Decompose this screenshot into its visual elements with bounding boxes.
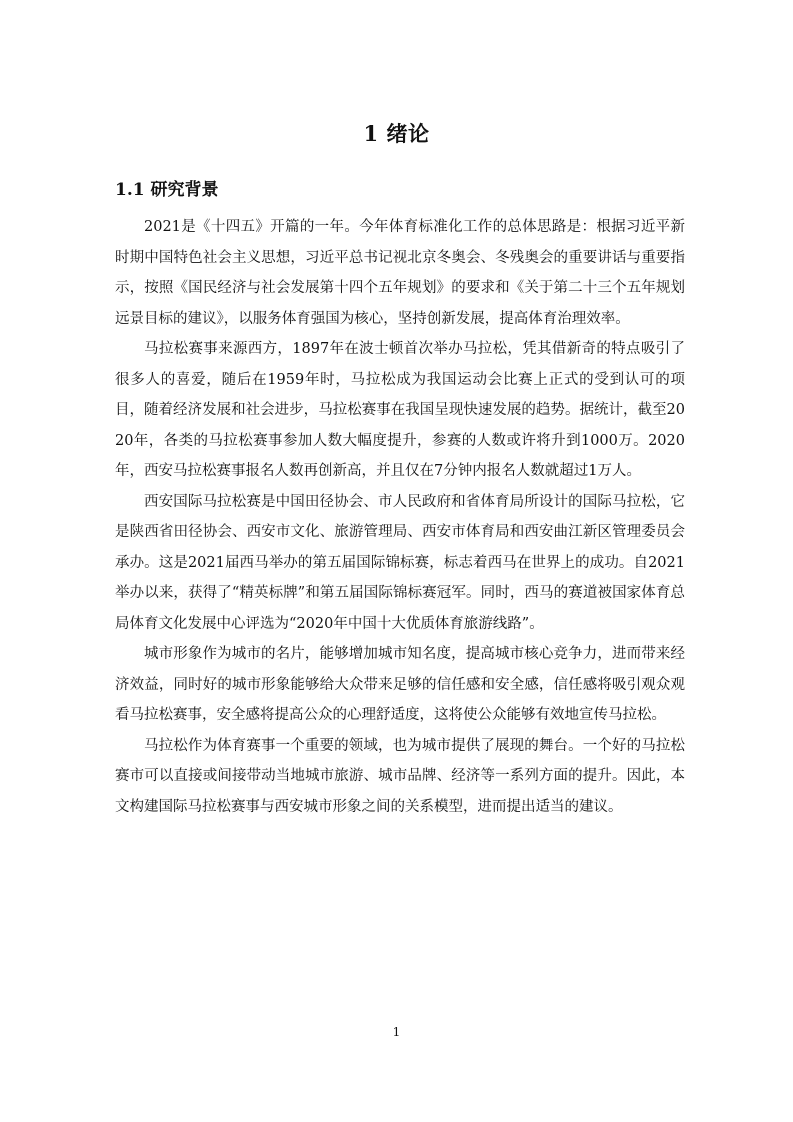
- paragraph: 西安国际马拉松赛是中国田径协会、市人民政府和省体育局所设计的国际马拉松，它是陕西省田径协会、西安市文化、旅游管理局、西安市体育局和西安曲江新区管理委员会承办。这是2021届西马举办的第五届国际锦标赛，标志着西马在世界上的成功。自2021举办以来，获得了“精英标牌”和第五届国际锦标赛冠军。同时，西马的赛道被国家体育总局体育文化发展中心评选为“2020年中国十大优质体育旅游线路”。: [115, 493, 685, 632]
- page-number: 1: [392, 1025, 401, 1039]
- paragraph: 城市形象作为城市的名片，能够增加城市知名度，提高城市核心竞争力，进而带来经济效益，同时好的城市形象能够给大众带来足够的信任感和安全感，信任感将吸引观众观看马拉松赛事，安全感将提高公众的心理舒适度，这将使公众能够有效地宣传马拉松。: [115, 646, 685, 723]
- chapter-title: 1 绪论: [363, 121, 430, 146]
- section-title: 1.1 研究背景: [115, 180, 219, 200]
- body-text: [115, 212, 685, 822]
- paragraph: 马拉松赛事来源西方，1897年在波士顿首次举办马拉松，凭其借新奇的特点吸引了很多人的喜爱，随后在1959年时，马拉松成为我国运动会比赛上正式的受到认可的项目，随着经济发展和社会进步，马拉松赛事在我国呈现快速发展的趋势。据统计，截至2020年，各类的马拉松赛事参加人数大幅度提升，参赛的人数或许将升到1000万。2020年，西安马拉松赛事报名人数再创新高，并且仅在7分钟内报名人数就超过1万人。: [115, 341, 685, 479]
- paragraph: 马拉松作为体育赛事一个重要的领域，也为城市提供了展现的舞台。一个好的马拉松赛市可以直接或间接带动当地城市旅游、城市品牌、经济等一系列方面的提升。因此，本文构建国际马拉松赛事与西安城市形象之间的关系模型，进而提出适当的建议。: [115, 737, 685, 815]
- paragraph: 2021是《十四五》开篇的一年。今年体育标准化工作的总体思路是：根据习近平新时期中国特色社会主义思想，习近平总书记视北京冬奥会、冬残奥会的重要讲话与重要指示，按照《国民经济与社会发展第十四个五年规划》的要求和《关于第二十三个五年规划远景目标的建议》，以服务体育强国为核心，坚持创新发展，提高体育治理效率。: [115, 219, 685, 327]
